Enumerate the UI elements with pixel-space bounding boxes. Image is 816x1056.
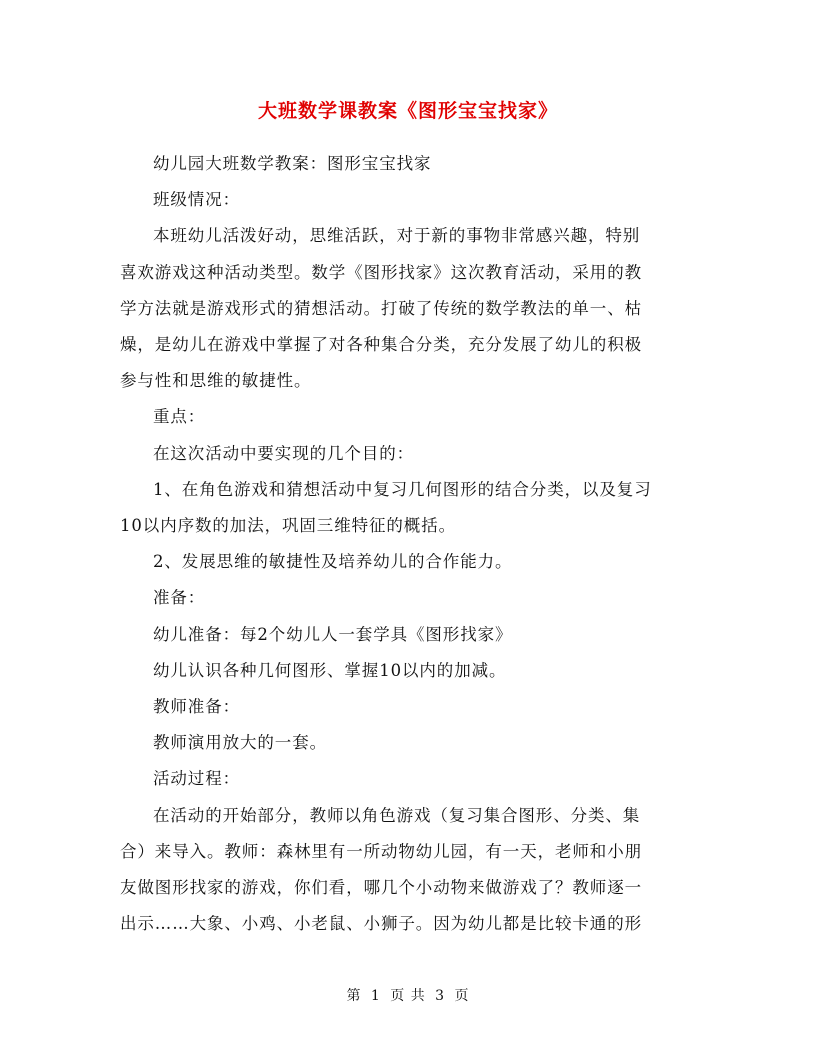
text-line: 准备： (153, 588, 206, 608)
document-title: 大班数学课教案《图形宝宝找家》 (257, 100, 558, 122)
text-line: 出示……大象、小鸡、小老鼠、小狮子。因为幼儿都是比较卡通的形 (120, 914, 642, 934)
text-line: 燥，是幼儿在游戏中掌握了对各种集合分类，充分发展了幼儿的积极 (120, 335, 642, 355)
text-line: 重点： (153, 407, 206, 427)
paragraph (120, 580, 696, 616)
text-line: 合）来导入。教师：森林里有一所动物幼儿园，有一天，老师和小朋 (120, 841, 642, 861)
paragraph (120, 689, 696, 725)
paragraph (120, 761, 696, 797)
text-line: 幼儿准备：每2个幼儿人一套学具《图形找家》 (153, 624, 513, 644)
text-line: 教师准备： (153, 697, 240, 717)
text-line: 学方法就是游戏形式的猜想活动。打破了传统的数学教法的单一、枯 (120, 298, 642, 318)
footer-page-number: 1 (370, 988, 381, 1004)
text-line: 参与性和思维的敏捷性。 (120, 371, 312, 391)
footer-total-pages: 3 (435, 988, 446, 1004)
footer-prefix: 第 (346, 988, 362, 1004)
text-line: 活动过程： (153, 769, 240, 789)
text-line: 1、在角色游戏和猜想活动中复习几何图形的结合分类，以及复习 (153, 479, 652, 499)
footer-suffix: 页 (454, 988, 470, 1004)
text-line: 10以内序数的加法，巩固三维特征的概括。 (120, 516, 456, 536)
paragraph (120, 653, 696, 689)
paragraph (120, 544, 696, 580)
paragraph (120, 182, 696, 218)
page-footer (0, 984, 816, 1008)
text-line: 在这次活动中要实现的几个目的： (153, 443, 414, 463)
paragraph (120, 218, 696, 399)
paragraph (120, 617, 696, 653)
text-line: 教师演用放大的一套。 (153, 733, 327, 753)
paragraph (120, 472, 696, 544)
text-line: 2、发展思维的敏捷性及培养幼儿的合作能力。 (153, 552, 513, 572)
paragraph (120, 725, 696, 761)
text-line: 喜欢游戏这种活动类型。数学《图形找家》这次教育活动，采用的教 (120, 262, 642, 282)
text-line: 班级情况： (153, 190, 240, 210)
paragraph (120, 146, 696, 182)
text-line: 幼儿认识各种几何图形、掌握10以内的加减。 (153, 660, 507, 680)
paragraph (120, 399, 696, 435)
text-line: 幼儿园大班数学教案：图形宝宝找家 (153, 154, 432, 173)
text-line: 在活动的开始部分，教师以角色游戏（复习集合图形、分类、集 (153, 805, 641, 825)
footer-middle: 页 共 (390, 988, 426, 1004)
text-line: 本班幼儿活泼好动，思维活跃，对于新的事物非常感兴趣，特别 (153, 226, 641, 246)
text-line: 友做图形找家的游戏，你们看，哪几个小动物来做游戏了？教师逐一 (120, 878, 642, 898)
document-body (120, 146, 696, 942)
paragraph (120, 798, 696, 943)
paragraph (120, 436, 696, 472)
